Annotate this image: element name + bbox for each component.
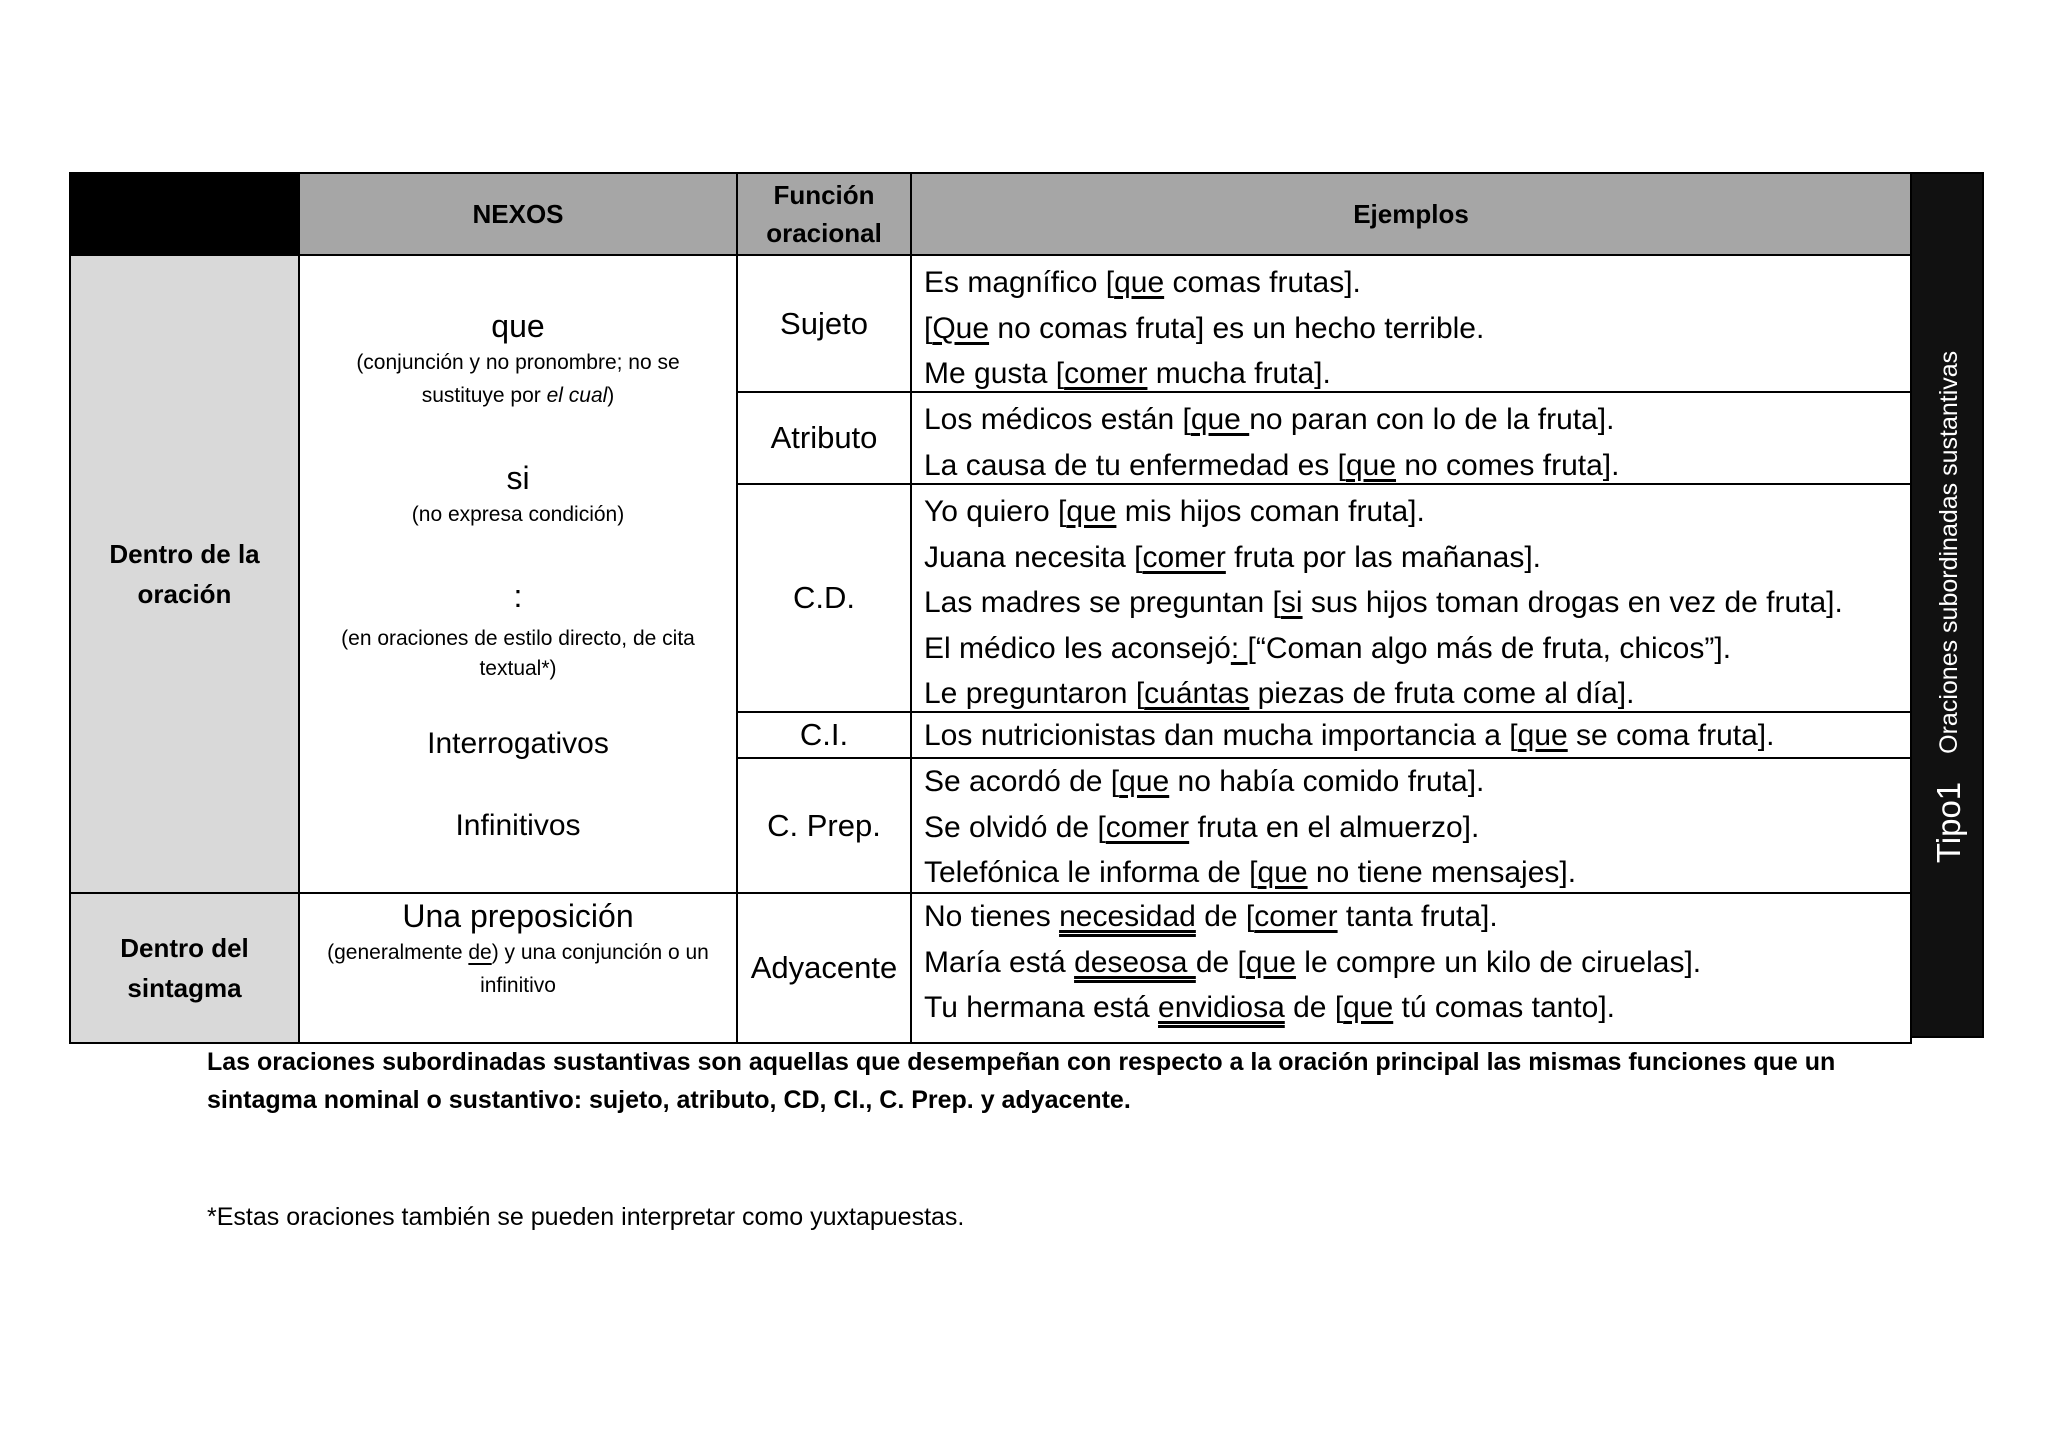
example-nexo: comer (1064, 357, 1148, 390)
example-line (924, 894, 1910, 940)
nexo-colon-note-2: textual*) (479, 657, 557, 680)
nexo-note-text: (generalmente (327, 941, 469, 964)
example-text: Juana necesita [ (924, 540, 1143, 574)
example-text: No tienes (924, 900, 1060, 933)
example-nexo: que (1190, 403, 1250, 436)
function-ci-label: C.I. (799, 717, 849, 752)
nexo-si-note: (no expresa condición) (411, 503, 625, 526)
example-line (924, 306, 1910, 352)
header-funcion (736, 172, 912, 256)
example-text: Las madres se preguntan [ (924, 586, 1281, 619)
function-adyacente-label: Adyacente (750, 950, 898, 985)
example-text: de [ (1195, 945, 1246, 979)
example-line (924, 985, 1910, 1031)
example-text: Telefónica le informa de [ (924, 856, 1258, 889)
example-text: tanta fruta]. (1337, 900, 1498, 933)
example-nexo: que (1119, 765, 1170, 798)
examples-cd (910, 483, 1912, 713)
function-sujeto-label: Sujeto (780, 305, 868, 341)
side-tipo-label: Tipo1 (1930, 781, 1967, 864)
nexo-note-text: ) y una conjunción o un (491, 941, 709, 964)
example-line (924, 535, 1910, 581)
example-text: comas frutas]. (1164, 266, 1361, 299)
example-text: mucha fruta]. (1147, 357, 1331, 390)
row-label-dentro-oracion (69, 254, 300, 894)
example-text: sus hijos toman drogas en vez de fruta]. (1302, 586, 1843, 619)
example-text: Tu hermana está (924, 991, 1159, 1024)
example-nexo: que (1245, 945, 1296, 979)
example-line (924, 397, 1910, 443)
example-text: [“Coman algo más de fruta, chicos”]. (1247, 631, 1732, 665)
example-nexo: que (1345, 448, 1397, 482)
nexos-cell-sintagma (298, 892, 738, 1044)
example-nexo: comer (1105, 810, 1190, 844)
row-label-oracion-line2: oración (137, 579, 232, 609)
footnote: *Estas oraciones también se pueden interpretar como yuxtapuestas. (207, 1203, 965, 1231)
header-ejemplos (910, 172, 1912, 256)
example-nexo: Que (932, 311, 990, 345)
row-label-oracion-line1: Dentro de la (109, 539, 260, 569)
definition-paragraph (207, 1043, 1835, 1119)
example-text: Se olvidó de [ (924, 810, 1106, 844)
function-cprep-label: C. Prep. (767, 807, 881, 843)
nexo-preposicion-note-2: infinitivo (480, 974, 556, 997)
header-nexos-label: NEXOS (472, 199, 564, 229)
example-line (924, 489, 1910, 535)
nexo-que: que (491, 308, 545, 344)
example-nexo: : (1230, 631, 1248, 665)
example-line (924, 713, 1910, 759)
example-text: de [ (1284, 991, 1344, 1024)
example-text: [ (924, 311, 933, 345)
example-text: Le preguntaron [ (924, 677, 1145, 710)
examples-atributo (910, 391, 1912, 485)
example-text: no comas fruta] es un hecho terrible. (989, 311, 1485, 345)
nexo-si: si (506, 460, 530, 496)
row-label-sintagma-line2: sintagma (127, 973, 242, 1003)
example-text: fruta por las mañanas]. (1225, 540, 1542, 574)
example-text: no tiene mensajes]. (1307, 856, 1577, 889)
definition-line2: sintagma nominal o sustantivo: sujeto, atributo, CD, CI., C. Prep. y adyacente. (207, 1086, 1131, 1114)
example-nexo: que (1343, 991, 1394, 1024)
nexo-interrogativos: Interrogativos (427, 727, 609, 760)
example-text: no comes fruta]. (1396, 448, 1620, 482)
example-text: Me gusta [ (924, 357, 1065, 390)
nexo-note-de: de (468, 941, 492, 964)
header-funcion-line1: Función (773, 180, 875, 210)
function-cprep (736, 757, 912, 894)
example-text: piezas de fruta come al día]. (1249, 677, 1635, 710)
example-line (924, 671, 1910, 717)
row-label-sintagma-line1: Dentro del (120, 933, 249, 963)
function-atributo (736, 391, 912, 485)
nexos-cell-oracion (298, 254, 738, 894)
nexo-que-note-1: (conjunción y no pronombre; no se (356, 351, 680, 374)
nexo-que-note-2c: ) (607, 384, 615, 407)
function-cd-label: C.D. (793, 580, 855, 615)
examples-cprep (910, 757, 1912, 894)
examples-adyacente (910, 892, 1912, 1044)
example-line (924, 805, 1910, 851)
example-nexo: que (1257, 856, 1308, 889)
example-text: Los médicos están [ (924, 403, 1191, 436)
corner-header-cell (69, 172, 300, 256)
example-nexo: que (1066, 495, 1117, 528)
example-line (924, 443, 1910, 489)
nexo-colon-note-1: (en oraciones de estilo directo, de cita (341, 627, 695, 650)
example-text: no paran con lo de la fruta]. (1249, 403, 1615, 436)
example-text: le compre un kilo de ciruelas]. (1295, 945, 1702, 979)
example-text: de [ (1195, 900, 1255, 933)
examples-sujeto (910, 254, 1912, 393)
example-nexo: cuántas (1144, 677, 1250, 710)
example-nexo: comer (1254, 900, 1338, 933)
example-text: tú comas tanto]. (1393, 991, 1615, 1024)
examples-ci (910, 711, 1912, 759)
nexo-que-note-2b: el cual (546, 384, 608, 407)
definition-line1: Las oraciones subordinadas sustantivas son aquellas que desempeñan con respecto a la oración principal las mismas funciones que un (207, 1048, 1836, 1076)
example-line (924, 940, 1910, 986)
header-ejemplos-label: Ejemplos (1353, 199, 1469, 229)
function-cd (736, 483, 912, 713)
nexo-colon: : (513, 578, 523, 614)
example-line (924, 850, 1910, 896)
function-atributo-label: Atributo (770, 420, 878, 455)
row-label-dentro-sintagma (69, 892, 300, 1044)
nexo-infinitivos: Infinitivos (455, 809, 581, 842)
nexo-preposicion: Una preposición (402, 898, 634, 934)
example-text: La causa de tu enfermedad es [ (924, 448, 1346, 482)
example-text: Se acordó de [ (924, 765, 1120, 798)
example-noun: envidiosa (1158, 991, 1285, 1024)
header-funcion-line2: oracional (766, 218, 882, 248)
nexo-que-note-2a: sustituye por (421, 384, 547, 407)
example-line (924, 759, 1910, 805)
example-text: mis hijos coman fruta]. (1116, 495, 1425, 528)
example-noun: necesidad (1059, 900, 1196, 933)
function-ci (736, 711, 912, 759)
example-nexo: comer (1142, 540, 1226, 574)
example-noun: deseosa (1074, 945, 1196, 979)
example-nexo: que (1517, 719, 1568, 752)
example-nexo: que (1114, 266, 1165, 299)
function-adyacente (736, 892, 912, 1044)
example-text: Es magnífico [ (924, 266, 1115, 299)
example-text: María está (924, 945, 1075, 979)
example-line (924, 351, 1910, 397)
example-text: se coma fruta]. (1567, 719, 1775, 752)
example-nexo: si (1280, 586, 1303, 619)
example-line (924, 626, 1910, 672)
example-text: fruta en el almuerzo]. (1189, 810, 1480, 844)
example-line (924, 580, 1910, 626)
example-text: Yo quiero [ (924, 495, 1067, 528)
nexo-preposicion-note-1 (300, 936, 736, 969)
example-line (924, 260, 1910, 306)
function-sujeto (736, 254, 912, 393)
header-nexos (298, 172, 738, 256)
example-text: El médico les aconsejó (924, 631, 1231, 665)
example-text: Los nutricionistas dan mucha importancia a [ (924, 719, 1518, 752)
example-text: no había comido fruta]. (1169, 765, 1485, 798)
side-label-column (1910, 172, 1984, 1038)
side-title-label: Oraciones subordinadas sustantivas (1934, 350, 1963, 754)
nexo-que-note-2 (300, 379, 736, 412)
